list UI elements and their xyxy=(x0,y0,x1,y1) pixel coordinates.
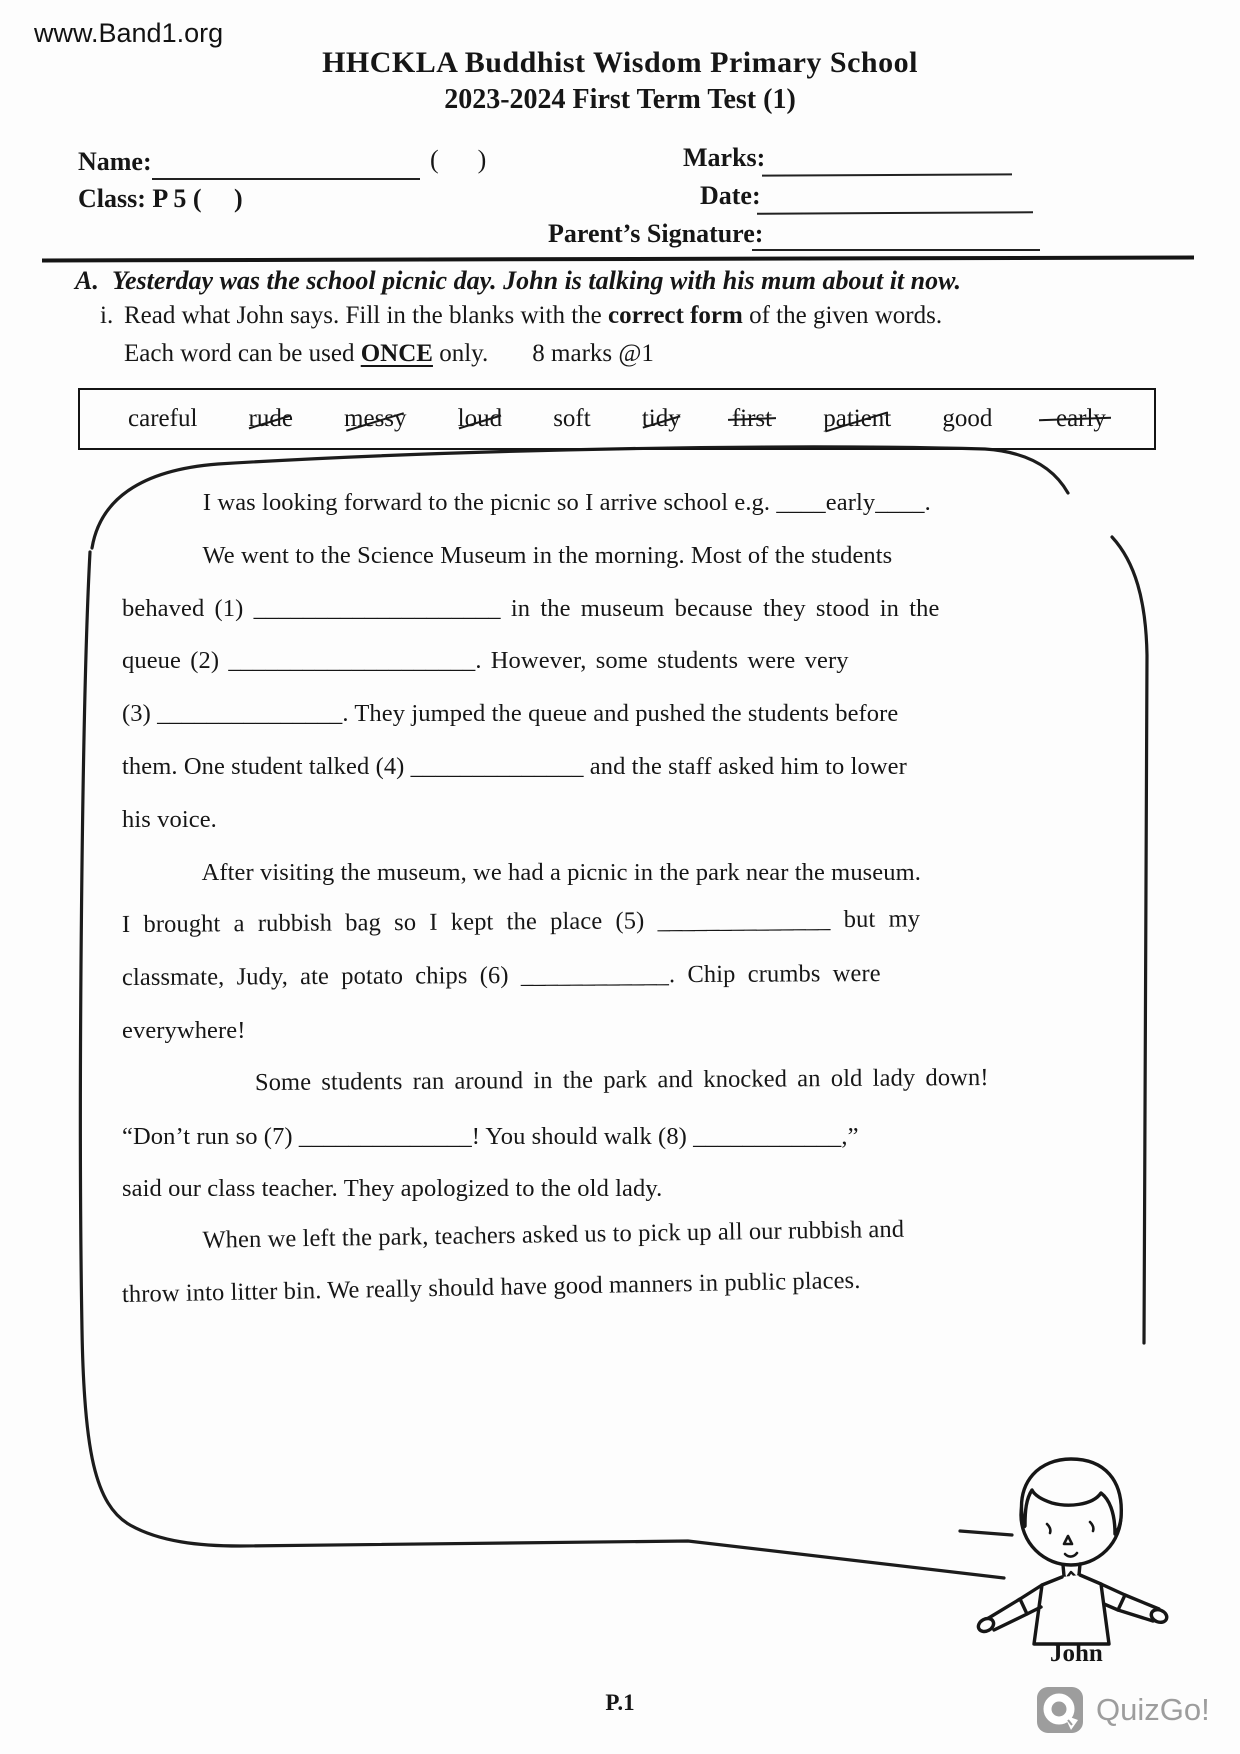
word-bank-item: –early xyxy=(1043,405,1106,432)
passage-line: (3) _______________. They jumped the queue and pushed the students before xyxy=(122,700,899,728)
section-a-label: A. xyxy=(75,266,99,295)
word-bank-item: loud xyxy=(457,405,503,432)
john-shirt xyxy=(1034,1575,1109,1644)
instruction-line xyxy=(124,302,942,330)
passage-line: throw into litter bin. We really should have good manners in public places. xyxy=(121,1266,861,1308)
instruction2-post: only. xyxy=(432,340,489,367)
instruction-post: of the given words. xyxy=(742,302,943,329)
passage-line: everywhere! xyxy=(122,1016,246,1044)
instruction-pre: Read what John says. Fill in the blanks with the xyxy=(124,302,608,329)
word-bank-item: good xyxy=(942,405,993,432)
passage-line: We went to the Science Museum in the morning. Most of the students xyxy=(122,541,893,569)
date-label: Date: xyxy=(700,181,761,210)
marks-blank-line xyxy=(762,173,1012,176)
instruction2-pre: Each word can be used xyxy=(124,340,361,367)
word-bank-box xyxy=(78,388,1156,450)
once-emphasis: ONCE xyxy=(360,340,433,367)
name-blank-line xyxy=(152,178,420,180)
word-bank-item: rude xyxy=(248,405,293,432)
bubble-right-edge xyxy=(1112,537,1147,1343)
parent-signature-label: Parent’s Signature: xyxy=(548,219,764,248)
watermark-band1: www.Band1.org xyxy=(34,18,224,48)
passage-line: them. One student talked (4) ______________ and the staff asked him to lower xyxy=(122,752,907,780)
john-left-hand xyxy=(976,1616,996,1634)
word-bank-item: tidy xyxy=(641,405,681,432)
john-caption: John xyxy=(1050,1640,1103,1667)
passage-line: When we left the park, teachers asked us to pick up all our rubbish and xyxy=(121,1215,905,1256)
header-separator-rule xyxy=(42,255,1194,262)
john-right-sleeve xyxy=(1101,1584,1125,1610)
passage-line: his voice. xyxy=(122,805,217,833)
passage-line: queue (2) ____________________. However, some students were very xyxy=(122,647,849,675)
quizgo-wordmark: QuizGo! xyxy=(1096,1692,1210,1727)
name-label: Name: xyxy=(78,147,152,176)
school-name: HHCKLA Buddhist Wisdom Primary School xyxy=(322,46,918,79)
word-bank-item: soft xyxy=(553,405,591,432)
passage-line: I brought a rubbish bag so I kept the place (5) ______________ but my xyxy=(121,905,921,939)
passage-line: Some students ran around in the park and knocked an old lady down! xyxy=(121,1063,989,1097)
word-bank-item: patient xyxy=(823,405,892,432)
passage xyxy=(122,477,1002,1322)
passage-line: classmate, Judy, ate potato chips (6) ____________. Chip crumbs were xyxy=(121,960,881,992)
passage-line: I was looking forward to the picnic so I arrive school e.g. ____early____. xyxy=(122,489,931,516)
passage-line: “Don’t run so (7) ______________! You should walk (8) ____________,” xyxy=(122,1122,859,1150)
marks-note: 8 marks @1 xyxy=(532,340,654,367)
word-bank-item: careful xyxy=(128,405,198,432)
test-title: 2023-2024 First Term Test (1) xyxy=(444,84,796,115)
word-bank-item: first xyxy=(731,405,773,432)
signature-blank-line xyxy=(752,249,1040,251)
passage-line: behaved (1) ____________________ in the museum because they stood in the xyxy=(122,594,940,622)
marks-label: Marks: xyxy=(683,143,766,172)
instruction-number: i. xyxy=(100,302,114,329)
passage-line: After visiting the museum, we had a picnic in the park near the museum. xyxy=(122,858,922,886)
instruction-bold: correct form xyxy=(607,302,743,329)
quizgo-logo xyxy=(1036,1686,1210,1734)
passage-line: said our class teacher. They apologized to the old lady. xyxy=(122,1175,663,1203)
instruction-line-2 xyxy=(124,340,654,368)
john-illustration xyxy=(968,1448,1183,1653)
page-number: P.1 xyxy=(605,1690,635,1715)
class-label: Class: P 5 ( ) xyxy=(78,184,243,213)
name-class-number-parens: ( ) xyxy=(430,145,487,174)
word-bank-item: messy xyxy=(344,405,407,432)
section-a-heading: Yesterday was the school picnic day. John is talking with his mum about it now. xyxy=(112,266,961,295)
date-blank-line xyxy=(757,211,1033,214)
quizgo-icon xyxy=(1036,1686,1084,1734)
